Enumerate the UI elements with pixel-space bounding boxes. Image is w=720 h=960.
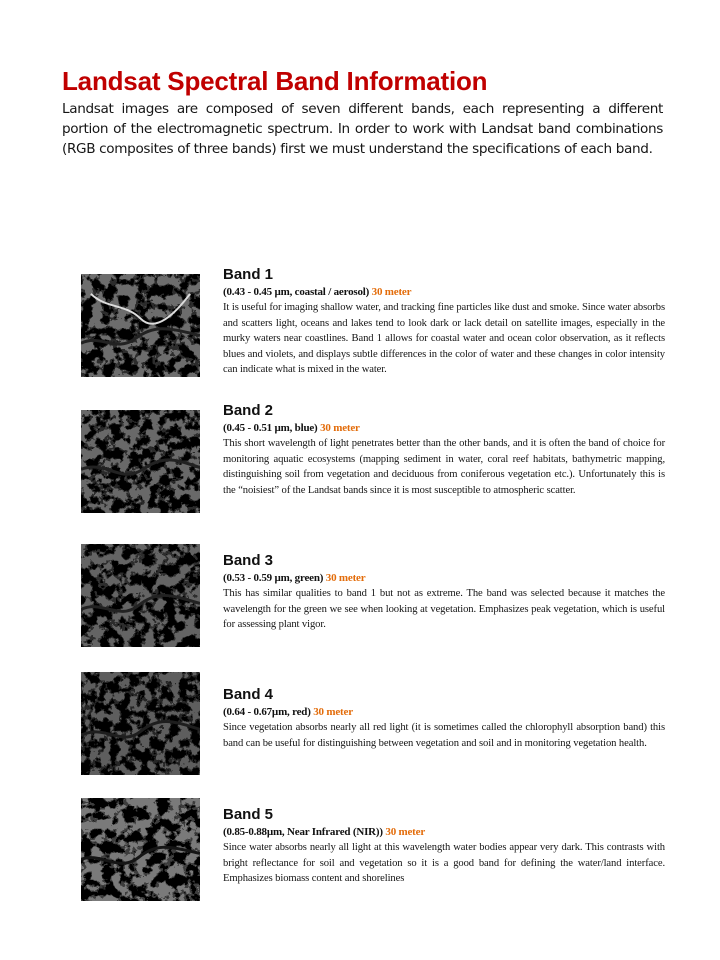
page-title: Landsat Spectral Band Information	[62, 66, 488, 96]
band-1-resolution: 30 meter	[371, 286, 412, 298]
band-4-spec: (0.64 - 0.67µm, red)	[223, 706, 311, 718]
band-4-title: Band 4	[223, 686, 274, 703]
band-2-resolution: 30 meter	[320, 422, 360, 434]
band-5-spec-line	[223, 824, 665, 840]
band-5-title: Band 5	[223, 806, 274, 823]
band-1-description: It is useful for imaging shallow water, and tracking fine particles like dust and smoke. Since water absorbs and scatters light, oceans and lakes tend to look dark or lack detail on satellite images, especially in the murky waters near coastlines. Band 1 allows for coastal water and ocean color observation, as it reflects blues and violets, and displays subtle differences in the color of water and these changes in color intensity can indicate what is mixed in the water.	[223, 302, 665, 375]
band-2-title: Band 2	[223, 402, 274, 419]
band-5-image	[81, 798, 200, 901]
intro-paragraph: Landsat images are composed of seven different bands, each representing a different portion of the electromagnetic spectrum. In order to work with Landsat band combinations (RGB composites of three bands) first we must understand the specifications of each band.	[62, 101, 663, 157]
band-2-description: This short wavelength of light penetrates better than the other bands, and it is often the band of choice for monitoring aquatic ecosystems (mapping sediment in water, coral reef habitats, bathymetric mapping, distinguishing soil from vegetation and deciduous from coniferous vegetation etc.). Unfortunately this is the “noisiest” of the Landsat bands since it is most susceptible to atmospheric scatter.	[223, 438, 665, 496]
band-1-image	[81, 274, 200, 377]
band-2-spec-line	[223, 420, 665, 436]
band-3-spec-line	[223, 570, 665, 586]
band-5-spec: (0.85-0.88µm, Near Infrared (NIR))	[223, 826, 383, 838]
band-4-spec-line	[223, 704, 665, 720]
band-1-spec-line	[223, 284, 665, 300]
band-3-spec: (0.53 - 0.59 µm, green)	[223, 572, 324, 584]
band-3-description: This has similar qualities to band 1 but not as extreme. The band was selected because it matches the wavelength for the green we see when looking at vegetation. Emphasizes peak vegetation, which is useful for assessing plant vigor.	[223, 588, 665, 630]
band-3-image	[81, 544, 200, 647]
band-5-resolution: 30 meter	[385, 826, 426, 838]
band-1-title: Band 1	[223, 266, 274, 283]
band-4-image	[81, 672, 200, 775]
band-2-spec: (0.45 - 0.51 µm, blue)	[223, 422, 318, 434]
band-2-image	[81, 410, 200, 513]
band-3-resolution: 30 meter	[325, 572, 366, 584]
band-4-resolution: 30 meter	[313, 706, 353, 718]
band-4-description: Since vegetation absorbs nearly all red light (it is sometimes called the chlorophyll absorption band) this band can be useful for distinguishing between vegetation and soil and in monitoring vegetation health.	[223, 722, 665, 749]
band-5-description: Since water absorbs nearly all light at this wavelength water bodies appear very dark. This contrasts with bright reflectance for soil and vegetation so it is a good band for defining the water/land interface. Emphasizes biomass content and shorelines	[223, 842, 665, 884]
band-3-title: Band 3	[223, 552, 274, 569]
band-1-spec: (0.43 - 0.45 µm, coastal / aerosol)	[223, 286, 370, 298]
